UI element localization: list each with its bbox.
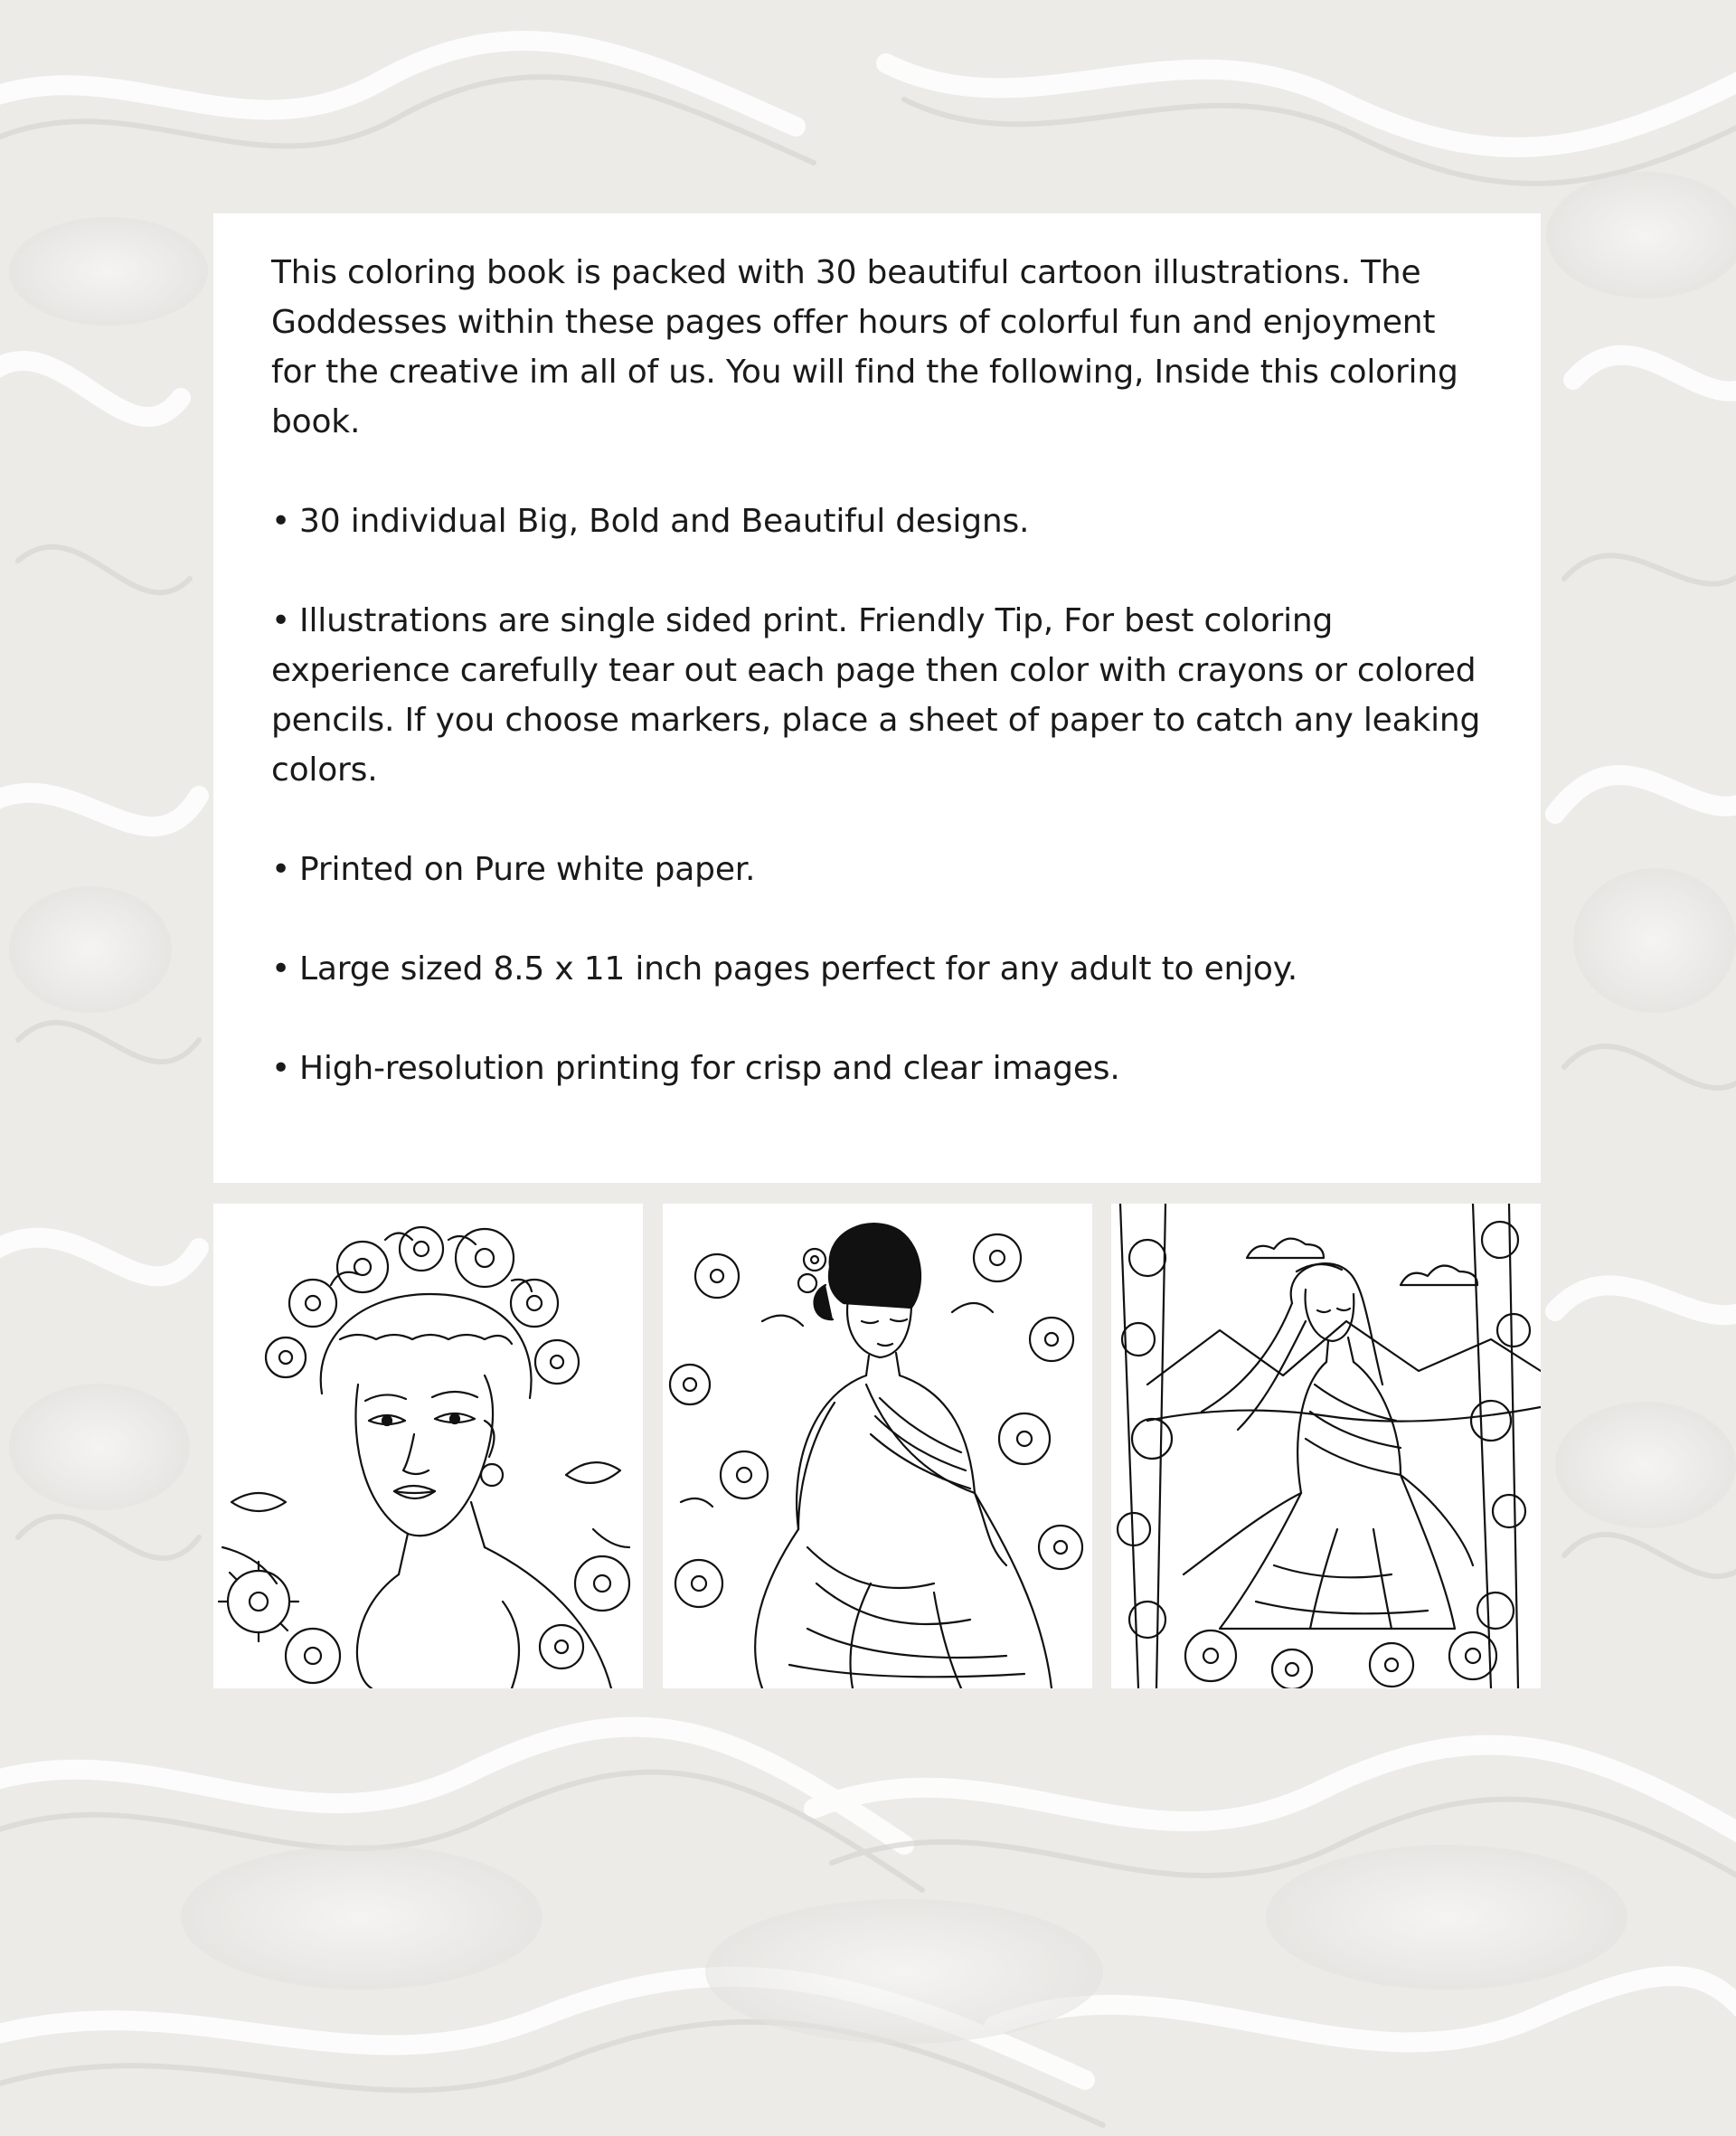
illustration-goddess-flower-crown: [213, 1204, 643, 1688]
feature-text: Illustrations are single sided print. Friendly Tip, For best coloring experience carefully tear out each page then color with crayons or colored pencils. If you choose markers, place a sheet of paper to catch any leaking colors.: [271, 602, 1481, 789]
bullet-icon: •: [271, 602, 291, 639]
feature-item: [271, 944, 1485, 994]
bullet-icon: •: [271, 1050, 291, 1087]
feature-text: Large sized 8.5 x 11 inch pages perfect for any adult to enjoy.: [299, 950, 1297, 988]
feature-item: [271, 1044, 1485, 1093]
illustration-goddess-seated-robe: [663, 1204, 1092, 1688]
bullet-icon: •: [271, 950, 291, 988]
line-art-goddess-landscape: [1111, 1204, 1541, 1688]
feature-item: [271, 845, 1485, 894]
line-art-goddess-seated-robe: [663, 1204, 1092, 1688]
feature-text: High-resolution printing for crisp and clear images.: [299, 1050, 1120, 1087]
feature-item: [271, 496, 1485, 546]
intro-paragraph: This coloring book is packed with 30 beautiful cartoon illustrations. The Goddesses within these pages offer hours of colorful fun and enjoyment for the creative im all of us. You will find the following, Inside this coloring book.: [271, 254, 1458, 440]
bullet-icon: •: [271, 851, 291, 888]
feature-text: 30 individual Big, Bold and Beautiful designs.: [299, 503, 1030, 540]
line-art-goddess-flower-crown: [213, 1204, 643, 1688]
feature-item: [271, 596, 1485, 795]
bullet-icon: •: [271, 503, 291, 540]
description-card: [213, 213, 1541, 1183]
feature-text: Printed on Pure white paper.: [299, 851, 756, 888]
feature-list: [271, 496, 1485, 1093]
illustration-goddess-landscape: [1111, 1204, 1541, 1688]
